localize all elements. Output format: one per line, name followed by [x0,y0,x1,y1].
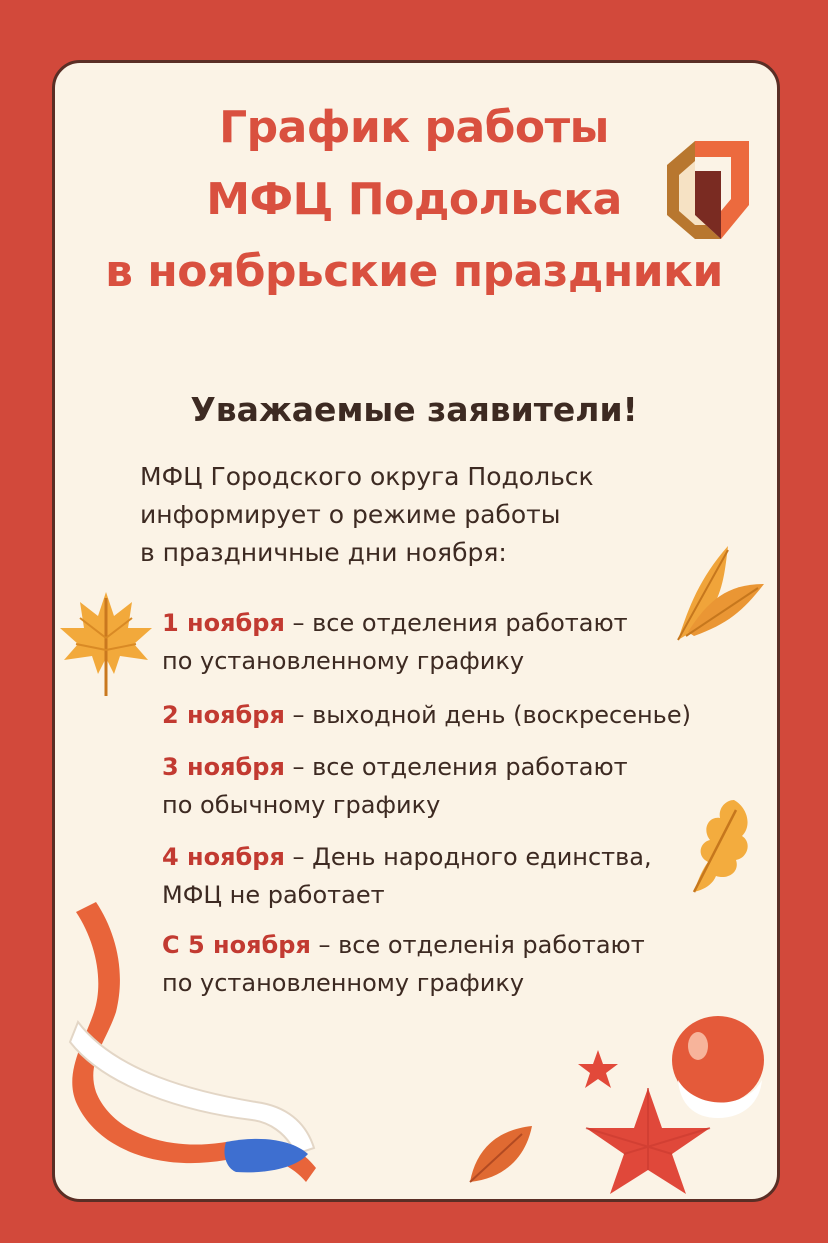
schedule-item [162,696,691,734]
intro-line: МФЦ Городского округа Подольск [140,462,594,491]
schedule-text: – выходной день (воскресенье) [284,701,691,729]
mfc-logo-icon [665,135,751,239]
title-line-3: в ноябрьские праздники [105,246,723,297]
schedule-text-continued: по обычному графику [162,791,441,819]
star-icon [582,1084,714,1194]
autumn-leaf-icon [658,540,768,650]
intro-line: информирует о режиме работы [140,500,561,529]
maple-leaf-icon [56,588,156,698]
greeting-heading: Уважаемые заявители! [190,390,638,429]
schedule-item [162,748,628,824]
schedule-text: – День народного единства, [284,843,652,871]
schedule-text-continued: МФЦ не работает [162,881,385,909]
schedule-text: – все отделенія работают [310,931,645,959]
schedule-date: 4 ноября [162,843,285,871]
tricolor-ribbon-icon [56,892,326,1182]
schedule-text-continued: по установленному графику [162,647,525,675]
oak-leaf-icon [686,796,756,896]
schedule-item [162,604,628,680]
intro-line: в праздничные дни ноября: [140,538,507,567]
title-line-1: График работы [219,102,609,153]
schedule-text: – все отделения работают [284,753,628,781]
schedule-date: 2 ноября [162,701,285,729]
schedule-text: – все отделения работают [284,609,628,637]
schedule-date: 1 ноября [162,609,285,637]
schedule-text-continued: по установленному графику [162,969,525,997]
autumn-leaf-icon [466,1120,536,1190]
schedule-date: С 5 ноября [162,931,311,959]
title-line-2: МФЦ Подольска [206,174,622,225]
schedule-date: 3 ноября [162,753,285,781]
intro-text [140,458,594,572]
